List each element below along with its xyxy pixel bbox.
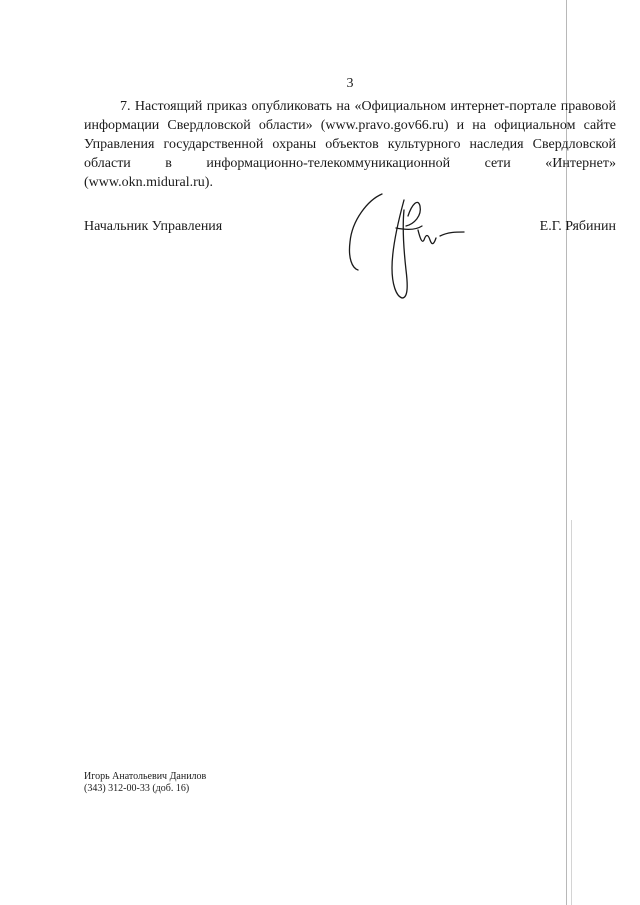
handwritten-signature <box>346 186 470 304</box>
scan-edge-line-secondary <box>571 520 572 905</box>
executor-name: Игорь Анатольевич Данилов <box>84 771 207 782</box>
page-number: 3 <box>346 76 354 91</box>
signer-position: Начальник Управления <box>84 219 223 234</box>
executor-phone: (343) 312-00-33 (доб. 16) <box>84 783 190 794</box>
footer-executor <box>84 771 206 795</box>
signer-name: Е.Г. Рябинин <box>539 219 616 234</box>
paragraph-7: 7. Настоящий приказ опубликовать на «Официальном интернет-портале правовой информации Свердловской области» (www.pravo.gov66.ru) и на официальном сайте Управления государственной охраны объектов культурного наследия Свердловской области в информационно-телекоммуникационной сети «Интернет» (www.okn.midural.ru). <box>84 99 616 190</box>
